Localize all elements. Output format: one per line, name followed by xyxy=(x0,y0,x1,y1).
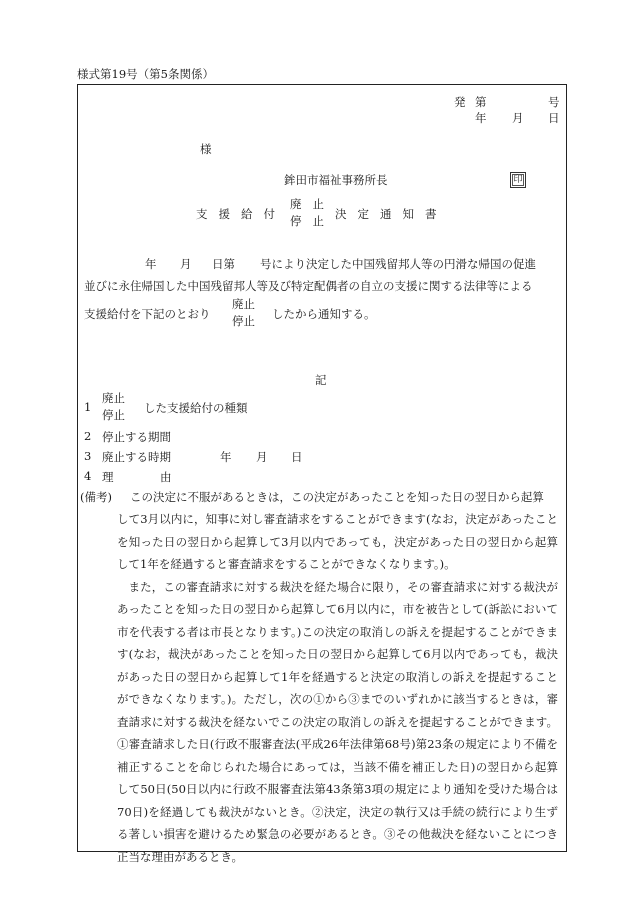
header-nen: 年 xyxy=(475,111,487,125)
body-nichi-dai: 日第 xyxy=(212,257,235,271)
header-gou: 号 xyxy=(548,95,560,109)
body-alt-top: 廃止 xyxy=(232,297,255,311)
item-3-gatsu: 月 xyxy=(256,450,268,464)
body-alt-bottom: 停止 xyxy=(232,314,255,328)
body-gatsu: 月 xyxy=(180,257,192,271)
item-3-text: 廃止する時期 xyxy=(102,450,171,464)
item-4-number: 4 xyxy=(84,469,92,483)
item-1-alt-top: 廃止 xyxy=(102,391,125,405)
body-line3-end: したから通知する。 xyxy=(272,307,376,321)
item-1-text: した支援給付の種類 xyxy=(144,401,248,415)
notes-paragraph-1: して3月以内に，知事に対し審査請求をすることができます(なお，決定があったことを知った日の翌日から起算して3月以内であっても，決定があった日の翌日から起算して1年を経過すると審査請求をすることができなくなります。)。 xyxy=(117,512,558,571)
notes-label: (備考) xyxy=(80,490,112,504)
title-part1: 支援給付 xyxy=(196,207,286,221)
body-line3-start: 支援給付を下記のとおり xyxy=(84,307,211,321)
issuer-name: 鉾田市福祉事務所長 xyxy=(284,173,388,187)
title-alternatives xyxy=(290,196,335,230)
item-2-text: 停止する期間 xyxy=(102,430,171,444)
item-2-number: 2 xyxy=(84,429,92,443)
seal-icon xyxy=(510,172,526,188)
body-line1-rest: 号により決定した中国残留邦人等の円滑な帰国の促進 xyxy=(260,257,536,271)
item-1-alt-bottom: 停止 xyxy=(102,408,125,422)
title-part2: 決定通知書 xyxy=(335,207,448,221)
notes-paragraph-2: また，この審査請求に対する裁決を経た場合に限り，その審査請求に対する裁決があったことを知った日の翌日から起算して6月以内に，市を被告として(訴訟において市を代表する者は市長となります。)この決定の取消しの訴えを提起することができます(なお，裁決があったことを知った日の翌日から起算して6月以内であっても，裁決があった日の翌日から起算して1年を経過すると決定の取消しの訴えを提起することができなくなります。)。ただし，次の①から③までのいずれかに該当するときは，審査請求に対する裁決を経ないでこの決定の取消しの訴えを提起することができます。①審査請求した日(行政不服審査法(平成26年法律第68号)第23条の規定により不備を補正することを命じられた場合にあっては，当該不備を補正した日)の翌日から起算して50日(50日以内に行政不服審査法第43条第3項の規定により通知を受けた場合は70日)を経過しても裁決がないとき。②決定，決定の執行又は手続の続行により生ずる著しい損害を避けるため緊急の必要があるとき。③その他裁決を経ないことにつき正当な理由があるとき。 xyxy=(117,579,558,864)
item-4-text-b: 由 xyxy=(160,470,172,484)
header-gatsu: 月 xyxy=(512,111,524,125)
title-alt-top: 廃止 xyxy=(290,197,335,211)
header-hatsu: 発 xyxy=(454,95,466,109)
item-3-nen: 年 xyxy=(220,450,232,464)
header-dai: 第 xyxy=(475,95,487,109)
title-alt-bottom: 停止 xyxy=(290,214,335,228)
notes-body xyxy=(117,508,558,868)
header-nichi: 日 xyxy=(548,111,560,125)
item-3-nichi: 日 xyxy=(291,450,303,464)
notes-first-line: この決定に不服があるときは，この決定があったことを知った日の翌日から起算 xyxy=(130,490,544,504)
item-1-alternatives xyxy=(102,390,125,424)
item-1-number: 1 xyxy=(84,400,92,414)
item-4-text-a: 理 xyxy=(102,470,114,484)
body-nen: 年 xyxy=(145,257,157,271)
addressee-suffix: 様 xyxy=(200,142,212,156)
ki-heading: 記 xyxy=(315,373,327,387)
body-line2: 並びに永住帰国した中国残留邦人等及び特定配偶者の自立の支援に関する法律等による xyxy=(84,279,533,293)
form-number: 様式第19号（第5条関係） xyxy=(77,67,214,81)
seal-label: 印 xyxy=(513,175,523,185)
body-alternatives xyxy=(232,296,255,330)
item-3-number: 3 xyxy=(84,449,92,463)
